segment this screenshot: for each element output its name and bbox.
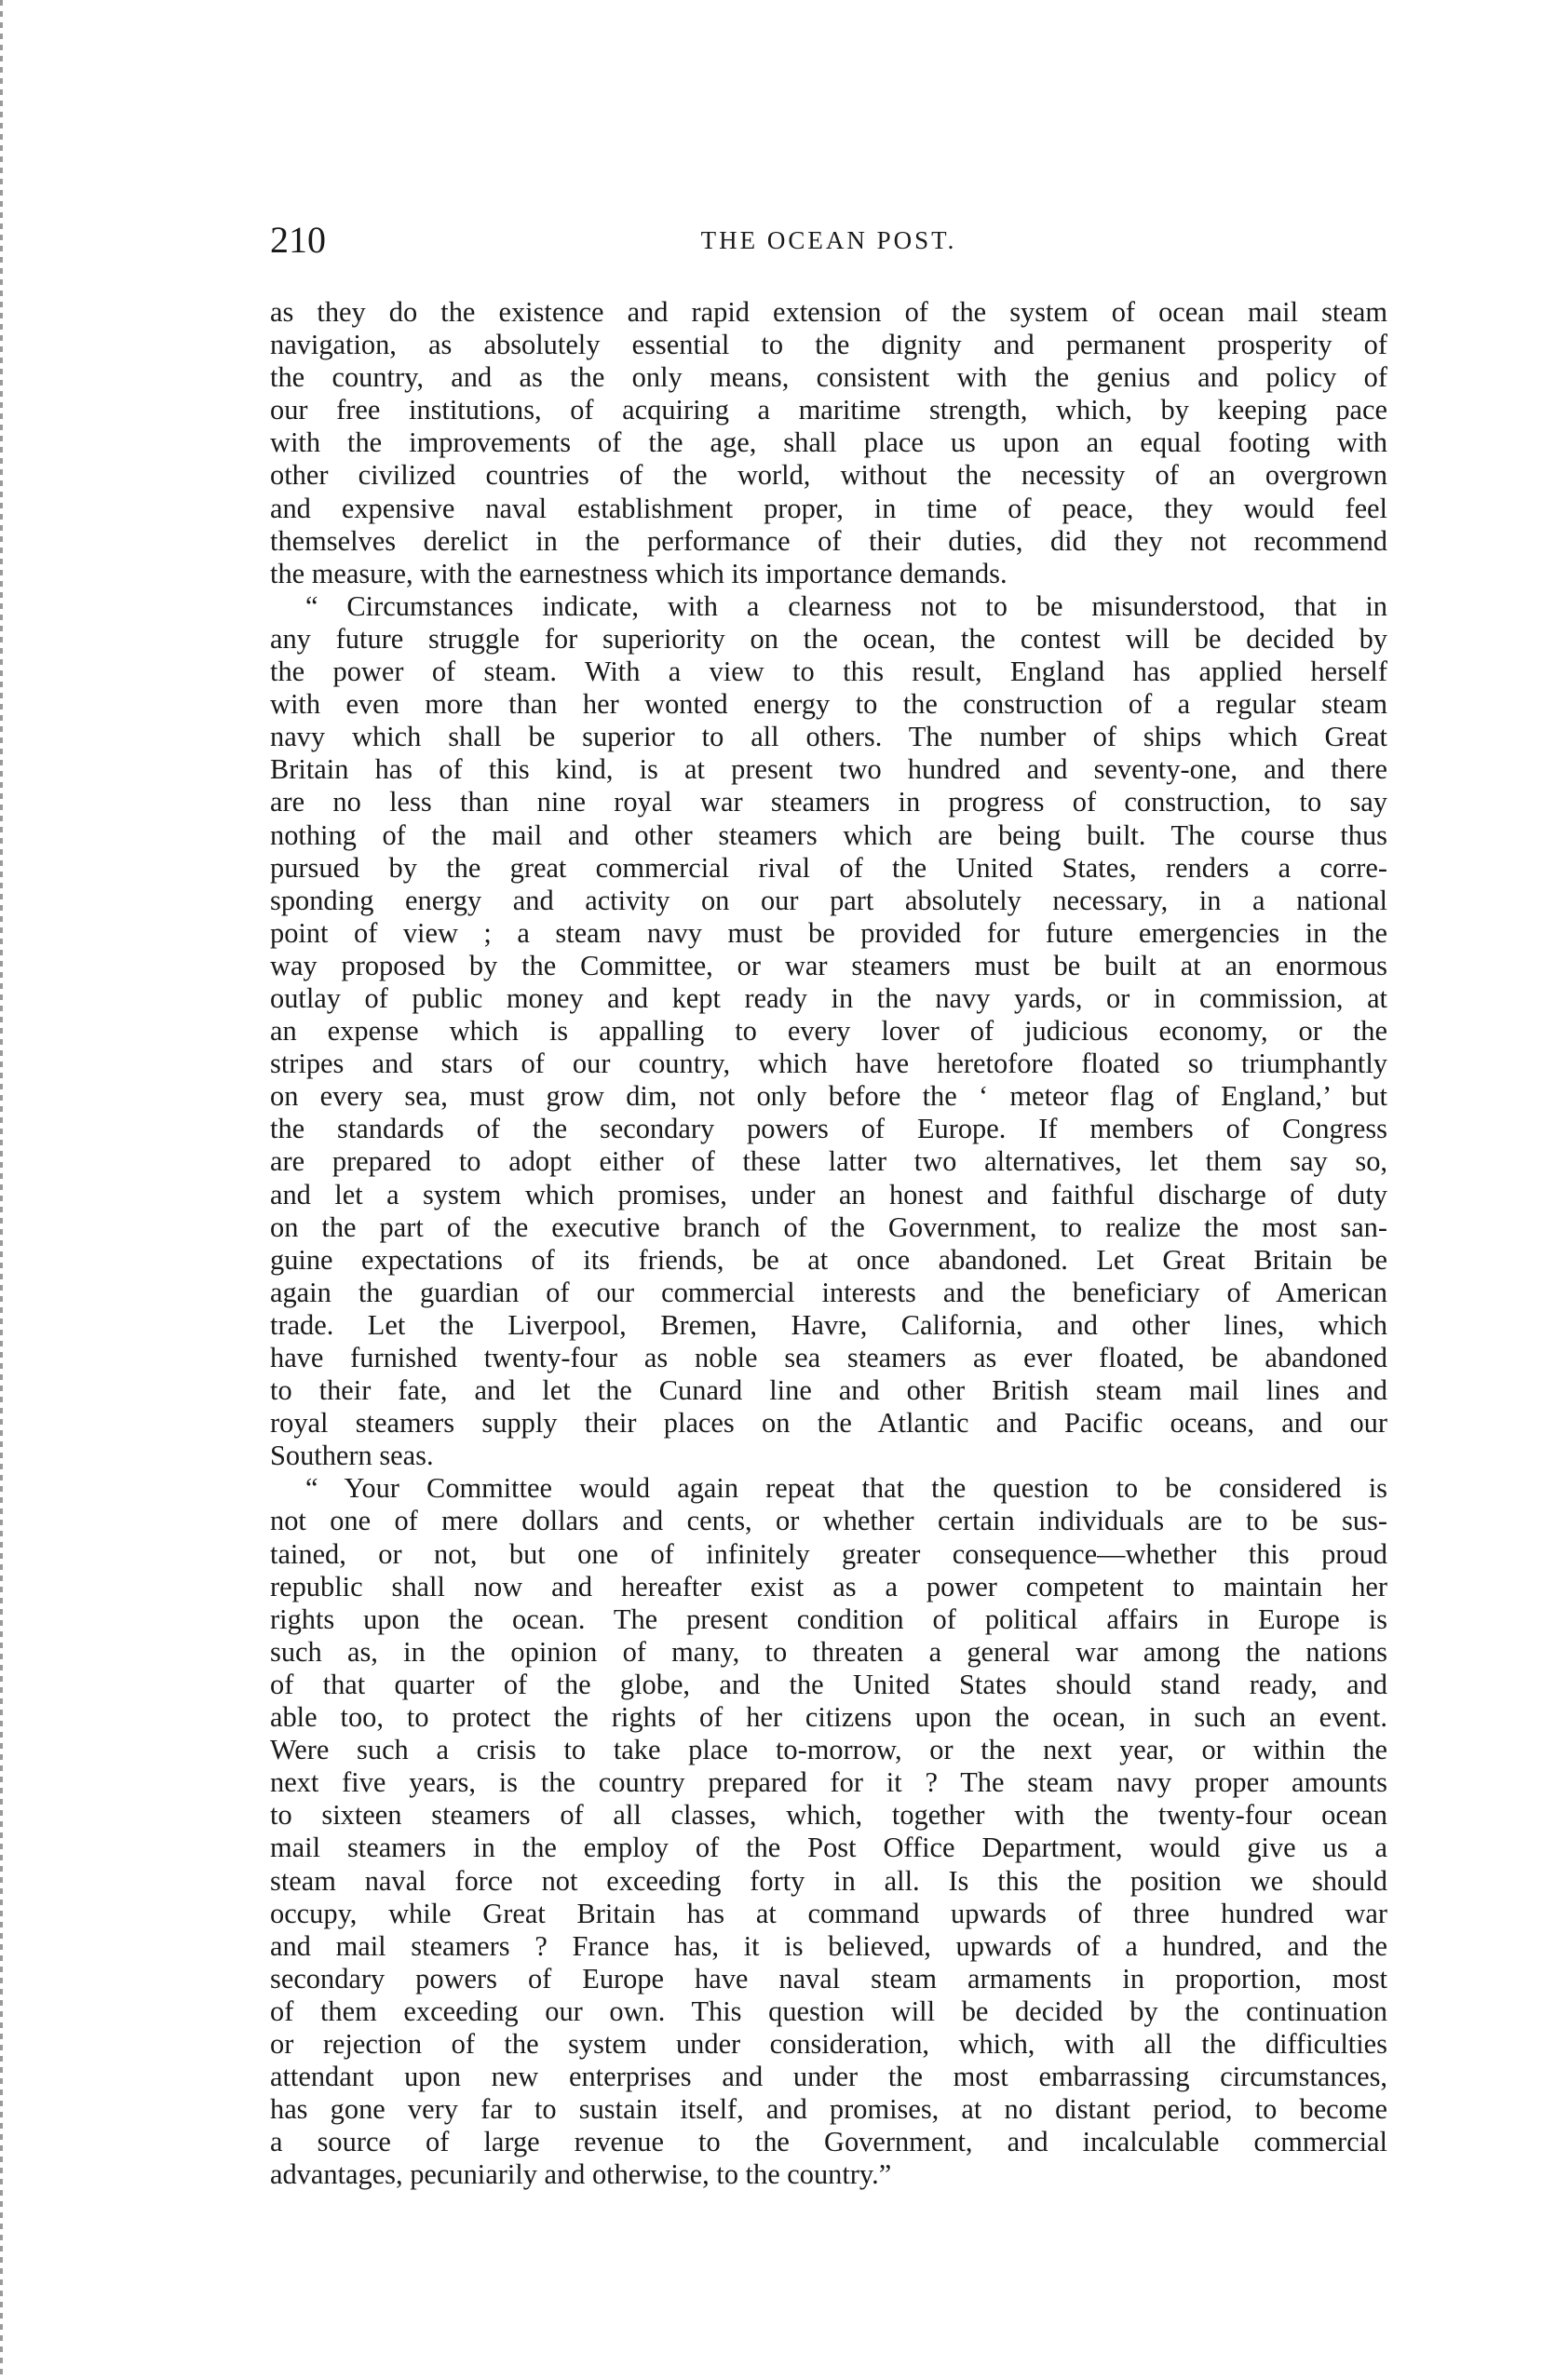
text-line: Britain has of this kind, is at present two hundred and seventy-one, and there: [270, 753, 1387, 786]
text-line: our free institutions, of acquiring a maritime strength, which, by keeping pace: [270, 394, 1387, 426]
text-line: able too, to protect the rights of her citizens upon the ocean, in such an event.: [270, 1701, 1387, 1734]
paragraph: [270, 590, 1387, 1473]
text-line: or rejection of the system under consideration, which, with all the difficulties: [270, 2027, 1387, 2060]
text-line: any future struggle for superiority on the ocean, the contest will be decided by: [270, 622, 1387, 655]
text-line: and let a system which promises, under an honest and faithful discharge of duty: [270, 1178, 1387, 1210]
text-line: occupy, while Great Britain has at command upwards of three hundred war: [270, 1897, 1387, 1929]
text-line: Were such a crisis to take place to-morrow, or the next year, or within the: [270, 1734, 1387, 1766]
text-line: royal steamers supply their places on the Atlantic and Pacific oceans, and our: [270, 1407, 1387, 1440]
text-line: are prepared to adopt either of these latter two alternatives, let them say so,: [270, 1145, 1387, 1178]
text-line: mail steamers in the employ of the Post Office Department, would give us a: [270, 1832, 1387, 1864]
text-line: point of view ; a steam navy must be provided for future emergencies in the: [270, 916, 1387, 949]
text-line: attendant upon new enterprises and under the most embarrassing circumstances,: [270, 2061, 1387, 2093]
text-line: advantages, pecuniarily and otherwise, to the country.”: [270, 2158, 892, 2191]
text-line: republic shall now and hereafter exist as a power competent to maintain her: [270, 1570, 1387, 1602]
text-line: tained, or not, but one of infinitely greater consequence—whether this proud: [270, 1537, 1387, 1570]
text-line: guine expectations of its friends, be at once abandoned. Let Great Britain be: [270, 1243, 1387, 1276]
text-line: of that quarter of the globe, and the United States should stand ready, and: [270, 1668, 1387, 1700]
text-line: a source of large revenue to the Government, and incalculable commercial: [270, 2126, 1387, 2158]
text-line: themselves derelict in the performance of their duties, did they not recommend: [270, 524, 1387, 557]
text-line: Southern seas.: [270, 1440, 434, 1472]
text-line: as they do the existence and rapid extension of the system of ocean mail steam: [270, 296, 1387, 328]
paragraph: [270, 296, 1387, 590]
text-line: on every sea, must grow dim, not only before the ‘ meteor flag of England,’ but: [270, 1080, 1387, 1113]
text-line: “ Circumstances indicate, with a clearness not to be misunderstood, that in: [305, 589, 1387, 622]
running-title: THE OCEAN POST.: [700, 226, 957, 254]
text-line: outlay of public money and kept ready in the navy yards, or in commission, at: [270, 981, 1387, 1014]
text-line: have furnished twenty-four as noble sea steamers as ever floated, be abandoned: [270, 1342, 1387, 1373]
text-line: stripes and stars of our country, which have heretofore floated so triumphantly: [270, 1048, 1387, 1080]
text-line: not one of mere dollars and cents, or whether certain individuals are to be sus-: [270, 1505, 1387, 1537]
text-line: such as, in the opinion of many, to threaten a general war among the nations: [270, 1635, 1387, 1668]
text-line: with the improvements of the age, shall place us upon an equal footing with: [270, 426, 1387, 459]
page-header: [270, 212, 1387, 268]
text-line: to their fate, and let the Cunard line and other British steam mail lines and: [270, 1374, 1387, 1407]
text-line: on the part of the executive branch of the Government, to realize the most san-: [270, 1210, 1387, 1243]
text-line: with even more than her wonted energy to the construction of a regular steam: [270, 688, 1387, 721]
text-line: navigation, as absolutely essential to the dignity and permanent prosperity of: [270, 329, 1387, 361]
text-line: way proposed by the Committee, or war steamers must be built at an enormous: [270, 949, 1387, 981]
text-line: and expensive naval establishment proper, in time of peace, they would feel: [270, 492, 1387, 524]
text-line: and mail steamers ? France has, it is believed, upwards of a hundred, and the: [270, 1929, 1387, 1962]
text-line: navy which shall be superior to all others. The number of ships which Great: [270, 721, 1387, 753]
text-line: nothing of the mail and other steamers which are being built. The course thus: [270, 818, 1387, 851]
text-line: pursued by the great commercial rival of the United States, renders a corre-: [270, 851, 1387, 884]
text-line: the country, and as the only means, consistent with the genius and policy of: [270, 361, 1387, 394]
text-line: steam naval force not exceeding forty in all. Is this the position we should: [270, 1864, 1387, 1897]
page-edge: [0, 0, 3, 2380]
text-line: rights upon the ocean. The present condition of political affairs in Europe is: [270, 1602, 1387, 1635]
text-line: the power of steam. With a view to this result, England has applied herself: [270, 656, 1387, 688]
text-line: sponding energy and activity on our part absolutely necessary, in a national: [270, 884, 1387, 916]
paragraph: [270, 1472, 1387, 2191]
text-line: “ Your Committee would again repeat that the question to be considered is: [305, 1472, 1387, 1505]
text-line: again the guardian of our commercial interests and the beneficiary of American: [270, 1276, 1387, 1308]
body-text: [270, 296, 1387, 2191]
text-line: other civilized countries of the world, without the necessity of an overgrown: [270, 459, 1387, 492]
text-line: an expense which is appalling to every lover of judicious economy, or the: [270, 1015, 1387, 1048]
text-line: the standards of the secondary powers of Europe. If members of Congress: [270, 1113, 1387, 1145]
page-number: 210: [270, 219, 326, 261]
text-line: the measure, with the earnestness which its importance demands.: [270, 557, 1008, 589]
text-line: are no less than nine royal war steamers in progress of construction, to say: [270, 786, 1387, 818]
text-line: to sixteen steamers of all classes, which, together with the twenty-four ocean: [270, 1799, 1387, 1832]
text-line: has gone very far to sustain itself, and promises, at no distant period, to become: [270, 2093, 1387, 2126]
text-line: next five years, is the country prepared for it ? The steam navy proper amounts: [270, 1766, 1387, 1799]
text-line: trade. Let the Liverpool, Bremen, Havre, California, and other lines, which: [270, 1308, 1387, 1341]
text-line: of them exceeding our own. This question will be decided by the continuation: [270, 1995, 1387, 2027]
text-line: secondary powers of Europe have naval steam armaments in proportion, most: [270, 1962, 1387, 1995]
